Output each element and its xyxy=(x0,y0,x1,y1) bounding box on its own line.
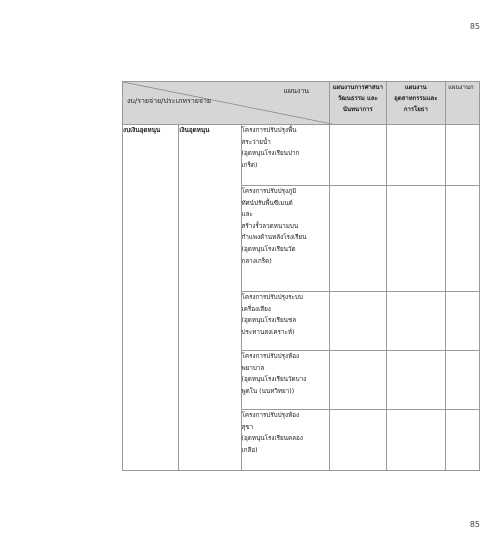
amount-cell xyxy=(446,292,480,351)
project-cell: โครงการปรับปรุงภูมิ ทัศน์ปรับพื้นซีเมนต์ และ สร้างรั้วลวดหนามบน กำแพงด้านหลังโรงเรียน (อุดหนุนโรงเรียนวัด กลางเกร็ด) xyxy=(241,186,330,292)
amount-cell xyxy=(386,292,445,351)
amount-cell xyxy=(446,186,480,292)
amount-cell xyxy=(446,125,480,186)
expense-type-cell: เงินอุดหนุน xyxy=(179,125,241,471)
budget-category-cell: งบเงินอุดหนุน xyxy=(123,125,179,471)
column-header-industry-public-works: แผนงาน อุตสาหกรรมและ การโยธา xyxy=(386,82,445,125)
header-plan-label: แผนงาน xyxy=(283,87,310,95)
page-number-bottom: 85 xyxy=(469,520,480,529)
column-header-religion-culture: แผนงานการศาสนา วัฒนธรรม และ นันทนาการ xyxy=(330,82,387,125)
amount-cell xyxy=(330,292,387,351)
header-budget-type-label: งบ/รายจ่าย/ประเภทรายจ่าย xyxy=(127,97,212,106)
amount-cell xyxy=(330,186,387,292)
project-cell: โครงการปรับปรุงห้อง พยาบาล (อุดหนุนโรงเรียนวัดบาง พูดใน (นนทวิทยา)) xyxy=(241,351,330,410)
amount-cell xyxy=(386,186,445,292)
project-cell: โครงการปรับปรุงระบบ เครื่องเสียง (อุดหนุนโรงเรียนชล ประทานสงเคราะห์) xyxy=(241,292,330,351)
project-cell: โครงการปรับปรุงห้อง สุขา (อุดหนุนโรงเรียนคลอง เกลือ) xyxy=(241,410,330,471)
amount-cell xyxy=(330,410,387,471)
budget-table xyxy=(122,81,480,471)
column-header-plan-cut: แผนงานก xyxy=(446,82,480,125)
page-number-top: 85 xyxy=(469,22,480,31)
header-corner-cell xyxy=(123,82,330,125)
project-cell: โครงการปรับปรุงพื้น สระว่ายน้ำ (อุดหนุนโรงเรียนปาก เกร็ด) xyxy=(241,125,330,186)
amount-cell xyxy=(386,125,445,186)
amount-cell xyxy=(330,351,387,410)
amount-cell xyxy=(386,410,445,471)
amount-cell xyxy=(386,351,445,410)
amount-cell xyxy=(446,410,480,471)
amount-cell xyxy=(330,125,387,186)
amount-cell xyxy=(446,351,480,410)
